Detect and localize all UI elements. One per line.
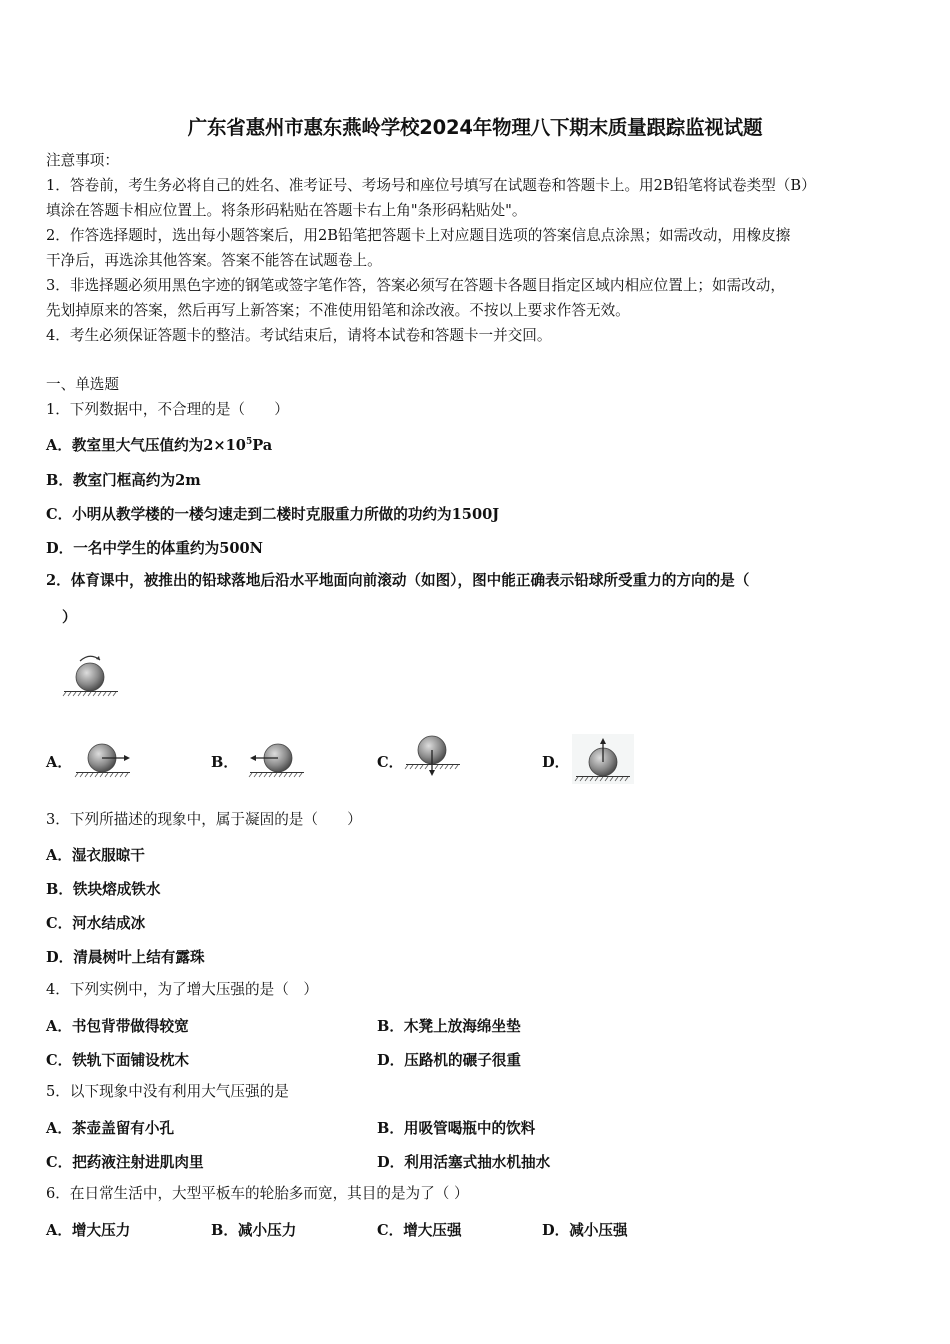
option-a: A．湿衣服晾干 xyxy=(46,847,145,864)
notes-line: 干净后，再选涂其他答案。答案不能答在试题卷上。 xyxy=(46,252,382,269)
ball-arrow-down-figure xyxy=(402,732,464,780)
question-stem: 2．体育课中，被推出的铅球落地后沿水平地面向前滚动（如图），图中能正确表示铅球所受重力的方向的是（ xyxy=(46,572,750,589)
page-title: 广东省惠州市惠东燕岭学校2024年物理八下期末质量跟踪监视试题 xyxy=(187,116,763,139)
question-stem: 3．下列所描述的现象中，属于凝固的是（ ） xyxy=(46,811,362,828)
ball-arrow-up-figure xyxy=(570,732,636,786)
question-stem: 4．下列实例中，为了增大压强的是（ ） xyxy=(46,981,318,998)
option-c: C．铁轨下面铺设枕木 xyxy=(46,1052,189,1069)
notes-line: 填涂在答题卡相应位置上。将条形码粘贴在答题卡右上角"条形码粘贴处"。 xyxy=(46,202,527,219)
notes-line: 3．非选择题必须用黑色字迹的钢笔或签字笔作答，答案必须写在答题卡各题目指定区域内相应位置上；如需改动， xyxy=(46,277,785,294)
notes-line: 1．答卷前，考生务必将自己的姓名、准考证号、考场号和座位号填写在试题卷和答题卡上。用2B铅笔将试卷类型（B） xyxy=(46,177,816,194)
option-a: A．书包背带做得较宽 xyxy=(46,1018,189,1035)
option-c-label: C． xyxy=(377,754,404,771)
option-d-label: D． xyxy=(542,754,570,771)
option-b: B．用吸管喝瓶中的饮料 xyxy=(377,1120,536,1137)
question-stem: 6．在日常生活中，大型平板车的轮胎多而宽，其目的是为了（ ） xyxy=(46,1185,469,1202)
option-c: C．河水结成冰 xyxy=(46,915,146,932)
question-stem: 5．以下现象中没有利用大气压强的是 xyxy=(46,1083,289,1100)
section-heading: 一、单选题 xyxy=(46,376,119,393)
option-a xyxy=(46,434,272,455)
ball-arrow-left-figure xyxy=(244,736,308,782)
option-d: D．利用活塞式抽水机抽水 xyxy=(377,1154,551,1171)
option-c: C．小明从教学楼的一楼匀速走到二楼时克服重力所做的功约为1500J xyxy=(46,506,500,523)
option-b-label: B． xyxy=(211,754,238,771)
option-text: A．教室里大气压值约为2×10 xyxy=(46,437,246,454)
exponent: 5 xyxy=(245,437,253,448)
option-b: B．教室门框高约为2m xyxy=(46,472,201,489)
option-d: D．一名中学生的体重约为500N xyxy=(46,540,263,557)
option-a: A．茶壶盖留有小孔 xyxy=(46,1120,175,1137)
notes-line: 2．作答选择题时，选出每小题答案后，用2B铅笔把答题卡上对应题目选项的答案信息点涂黑；如需改动，用橡皮擦 xyxy=(46,227,791,244)
option-b: B．铁块熔成铁水 xyxy=(46,881,161,898)
notes-line: 4．考生必须保证答题卡的整洁。考试结束后，请将本试卷和答题卡一并交回。 xyxy=(46,327,552,344)
option-d: D．减小压强 xyxy=(542,1222,628,1239)
unit: Pa xyxy=(252,437,273,454)
question-stem-end: ） xyxy=(62,609,77,626)
option-c: C．把药液注射进肌肉里 xyxy=(46,1154,204,1171)
option-a: A．增大压力 xyxy=(46,1222,131,1239)
question-stem: 1．下列数据中，不合理的是（ ） xyxy=(46,401,289,418)
option-d: D．压路机的碾子很重 xyxy=(377,1052,522,1069)
notes-heading: 注意事项： xyxy=(46,152,119,169)
option-d: D．清晨树叶上结有露珠 xyxy=(46,949,205,966)
option-b: B．减小压力 xyxy=(211,1222,297,1239)
notes-line: 先划掉原来的答案，然后再写上新答案；不准使用铅笔和涂改液。不按以上要求作答无效。 xyxy=(46,302,630,319)
option-a-label: A． xyxy=(46,754,72,771)
ball-arrow-right-figure xyxy=(72,736,136,782)
option-b: B．木凳上放海绵坐垫 xyxy=(377,1018,521,1035)
option-c: C．增大压强 xyxy=(377,1222,462,1239)
rolling-ball-figure xyxy=(60,648,122,700)
